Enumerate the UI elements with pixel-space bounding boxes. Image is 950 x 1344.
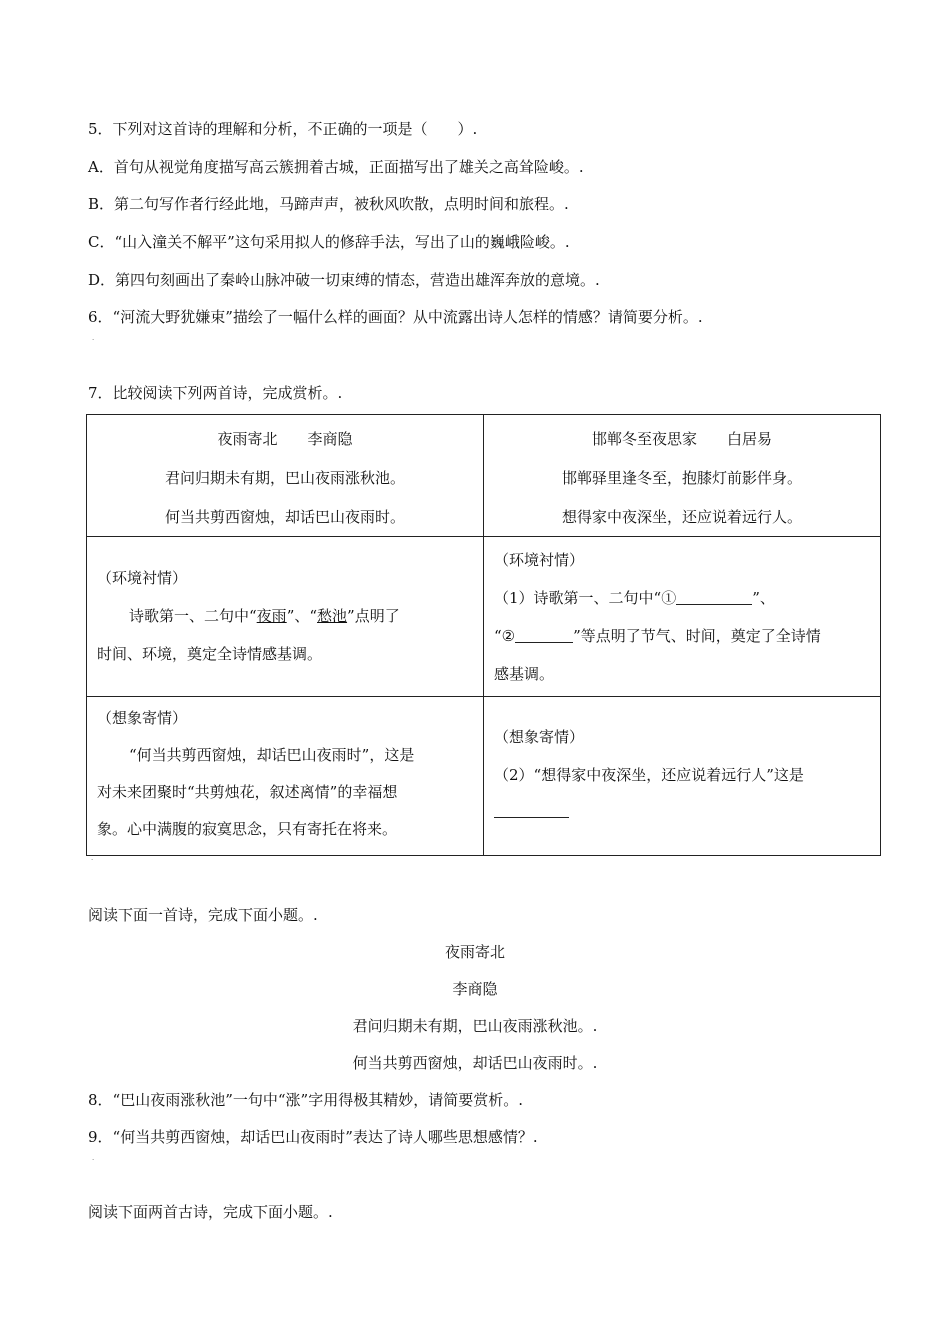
blank-1[interactable] <box>676 588 752 605</box>
poem-line2: 何当共剪西窗烛，却话巴山夜雨时。. <box>352 1054 598 1072</box>
right-imagination-cell <box>484 697 881 856</box>
left-imagination-cell <box>87 697 484 856</box>
q8-stem: 8．“巴山夜雨涨秋池”一句中“涨”字用得极其精妙，请简要赏析。. <box>88 1091 523 1109</box>
blank-2[interactable] <box>515 626 573 643</box>
comparison-table <box>86 414 881 856</box>
right-imag-answer-line[interactable] <box>494 801 870 820</box>
answer-space-mark-2: . <box>92 1153 95 1162</box>
q5-option-d: D．第四句刻画出了秦岭山脉冲破一切束缚的情态，营造出雄浑奔放的意境。. <box>88 271 600 289</box>
right-env-heading: （环境衬情） <box>494 551 585 569</box>
right-env-para2: “② ”等点明了节气、时间，奠定了全诗情 <box>494 627 821 645</box>
poem-line1: 君问归期未有期，巴山夜雨涨秋池。. <box>352 1017 598 1035</box>
table-end-mark: . <box>91 853 94 862</box>
q9-stem: 9．“何当共剪西窗烛，却话巴山夜雨时”表达了诗人哪些思想感情？. <box>88 1128 538 1146</box>
left-imag-para1: “何当共剪西窗烛，却话巴山夜雨时”，这是 <box>129 746 415 764</box>
left-env-para1: 诗歌第一、二句中“夜雨”、“愁池”点明了 <box>129 607 400 625</box>
right-imag-para1: （2）“想得家中夜深坐，还应说着远行人”这是 <box>494 766 804 784</box>
q7-stem: 7．比较阅读下列两首诗，完成赏析。. <box>88 384 343 402</box>
poem-title: 夜雨寄北 <box>444 943 505 961</box>
q6-stem: 6．“河流大野犹嫌束”描绘了一幅什么样的画面？从中流露出诗人怎样的情感？请简要分析。. <box>88 308 703 326</box>
left-poem-title: 夜雨寄北 李商隐 <box>217 430 353 448</box>
right-environment-cell <box>484 537 881 697</box>
section3-intro: 阅读下面两首古诗，完成下面小题。. <box>88 1203 333 1221</box>
right-env-para1: （1）诗歌第一、二句中“① ”、 <box>494 589 775 607</box>
poem-author: 李商隐 <box>452 980 498 998</box>
right-poem-line2: 想得家中夜深坐，还应说着远行人。 <box>561 508 802 526</box>
q5-stem: 5．下列对这首诗的理解和分析，不正确的一项是（ ）. <box>88 120 478 138</box>
left-poem-line2: 何当共剪西窗烛，却话巴山夜雨时。 <box>164 508 405 526</box>
left-poem-line1: 君问归期未有期，巴山夜雨涨秋池。 <box>164 469 405 487</box>
left-env-para2: 时间、环境，奠定全诗情感基调。 <box>97 645 323 663</box>
right-poem-cell <box>484 415 881 537</box>
answer-space-mark: . <box>92 333 95 342</box>
left-env-heading: （环境衬情） <box>97 569 188 587</box>
q5-option-a: A．首句从视觉角度描写高云簇拥着古城，正面描写出了雄关之高耸险峻。. <box>88 158 584 176</box>
left-imag-para3: 象。心中满腹的寂寞思念，只有寄托在将来。 <box>97 820 398 838</box>
left-imag-para2: 对未来团聚时“共剪烛花，叙述离情”的幸福想 <box>97 783 398 801</box>
q5-option-c: C．“山入潼关不解平”这句采用拟人的修辞手法，写出了山的巍峨险峻。. <box>88 233 570 251</box>
right-env-para3: 感基调。 <box>494 665 555 683</box>
underlined-word-night-rain: 夜雨 <box>256 607 287 625</box>
right-poem-title: 邯郸冬至夜思家 白居易 <box>591 430 772 448</box>
right-poem-line1: 邯郸驿里逢冬至，抱膝灯前影伴身。 <box>561 469 802 487</box>
section2-intro: 阅读下面一首诗，完成下面小题。. <box>88 906 318 924</box>
q5-option-b: B．第二句写作者行经此地，马蹄声声，被秋风吹散，点明时间和旅程。. <box>88 195 569 213</box>
right-imag-heading: （想象寄情） <box>494 728 585 746</box>
left-environment-cell <box>87 537 484 697</box>
underlined-word-sorrow-pond: 愁池 <box>317 607 348 625</box>
left-poem-cell <box>87 415 484 537</box>
left-imag-heading: （想象寄情） <box>97 709 188 727</box>
